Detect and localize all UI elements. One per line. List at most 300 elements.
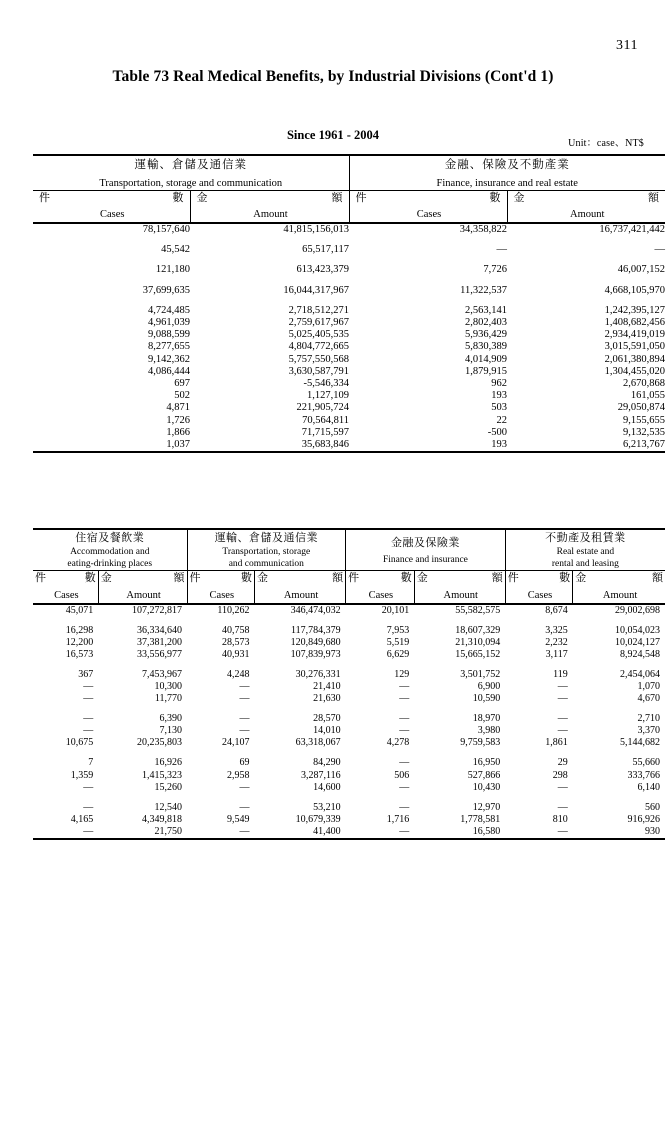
cell-amount: 12,540 <box>154 801 183 813</box>
column-header-cases-2 <box>187 571 254 604</box>
cell-cases: — <box>557 825 568 837</box>
cell-cases: 1,726 <box>166 414 190 426</box>
cell-cases: 9,549 <box>227 813 250 825</box>
cell-cases: 2,958 <box>227 769 250 781</box>
cell-amount: 3,501,752 <box>460 668 501 680</box>
cell-cases: 1,716 <box>386 813 410 825</box>
amount-cn-right: 額 <box>173 571 185 585</box>
cell-cases: — <box>83 825 94 837</box>
table-bottom-rule <box>33 452 665 453</box>
cell-cases: — <box>399 781 410 793</box>
table-spacer-row <box>33 617 665 625</box>
cell-cases: 5,830,389 <box>465 341 507 353</box>
cell-amount: 41,400 <box>313 825 341 837</box>
cases-cn-right: 數 <box>172 190 184 204</box>
cell-amount: 29,002,698 <box>573 604 665 617</box>
group-header-en-line2: and communication <box>228 559 304 570</box>
cell-amount: 10,679,339 <box>295 813 341 825</box>
cell-cases: 78,157,640 <box>33 223 190 236</box>
table-row <box>33 782 665 794</box>
cell-amount: 14,010 <box>313 725 341 737</box>
cell-cases: 1,866 <box>166 426 190 438</box>
cell-amount: 7,130 <box>159 725 183 737</box>
group-header-cn: 金融及保險業 <box>390 535 460 549</box>
cell-cases: 1,861 <box>545 737 568 749</box>
cell-cases: — <box>83 801 94 813</box>
cell-amount: 21,310,094 <box>455 636 501 648</box>
cell-cases: — <box>83 781 94 793</box>
cell-amount: 41,815,156,013 <box>190 223 349 236</box>
table-spacer-row <box>33 297 665 305</box>
cases-en: Cases <box>368 589 394 601</box>
cell-amount: 9,155,655 <box>623 414 665 426</box>
cell-cases: 28,573 <box>222 636 250 648</box>
column-header-amount-4 <box>573 571 665 604</box>
cell-amount: 1,778,581 <box>460 813 501 825</box>
cell-cases: 34,358,822 <box>349 223 507 236</box>
amount-cn-left: 金 <box>100 571 112 585</box>
cell-cases: — <box>557 681 568 692</box>
cell-cases: 193 <box>491 439 507 451</box>
cell-amount: 2,934,419,019 <box>604 329 665 341</box>
table-spacer-row <box>33 705 665 713</box>
table-row <box>33 415 665 427</box>
group-header-cn: 金融、保險及不動產業 <box>444 157 570 171</box>
cell-amount: 107,272,817 <box>98 604 187 617</box>
group-header-en-line2: eating-drinking places <box>67 559 153 570</box>
cell-amount: 560 <box>645 801 660 813</box>
cell-cases: 4,014,909 <box>465 353 507 365</box>
table-row <box>33 757 665 769</box>
cell-amount: 1,304,455,020 <box>604 365 665 377</box>
cell-cases: — <box>557 801 568 813</box>
cell-cases: 110,262 <box>187 604 254 617</box>
cell-amount: 16,926 <box>154 757 183 769</box>
group-header-real-estate <box>505 529 665 571</box>
cases-en: Cases <box>416 208 442 220</box>
group-header-en-line1: Accommodation and <box>70 546 150 557</box>
cell-cases: 7,726 <box>483 264 507 276</box>
benefits-table-upper <box>33 154 665 453</box>
cell-amount: 18,970 <box>472 713 501 725</box>
cell-amount: 6,900 <box>477 681 501 692</box>
column-header-cases-1 <box>33 190 190 223</box>
cell-cases: — <box>239 681 250 692</box>
cell-cases: 506 <box>394 769 410 781</box>
cell-amount: 3,287,116 <box>300 769 341 781</box>
column-header-amount-3 <box>414 571 505 604</box>
cell-cases: 129 <box>394 668 410 680</box>
column-header-amount-1 <box>98 571 187 604</box>
cell-amount: 1,408,682,456 <box>604 317 665 328</box>
cell-amount: 18,607,329 <box>455 624 501 636</box>
cell-amount: -5,546,334 <box>303 378 349 390</box>
table-row <box>33 305 665 317</box>
cell-cases: — <box>239 825 250 837</box>
cell-cases: 40,931 <box>222 648 250 660</box>
cases-cn-right: 數 <box>241 571 253 585</box>
table-row <box>33 402 665 414</box>
cell-amount: 6,140 <box>637 781 660 793</box>
cell-amount: 107,839,973 <box>290 648 341 660</box>
cell-amount: 53,210 <box>313 801 341 813</box>
cases-cn-left: 件 <box>507 571 519 585</box>
amount-cn-left: 金 <box>575 571 587 585</box>
cell-cases: 502 <box>174 390 190 402</box>
cell-amount: 4,668,105,970 <box>604 284 665 296</box>
cell-cases: 4,086,444 <box>148 365 190 377</box>
column-header-amount-2 <box>255 571 346 604</box>
cell-amount: 5,025,405,535 <box>288 329 349 341</box>
cases-en: Cases <box>54 589 79 601</box>
cell-cases: 4,165 <box>70 813 94 825</box>
cell-cases: 12,200 <box>65 636 94 648</box>
cell-cases: — <box>557 693 568 705</box>
group-header-cn: 運輸、倉儲及通信業 <box>214 531 319 544</box>
cell-cases: 16,573 <box>65 648 94 660</box>
cell-amount: 2,061,380,894 <box>604 353 665 365</box>
group-header-finance-insurance <box>346 529 506 571</box>
cell-cases: — <box>239 713 250 725</box>
table-row <box>33 329 665 341</box>
cell-amount: 2,454,064 <box>620 668 660 680</box>
cell-amount: 1,242,395,127 <box>604 304 665 316</box>
unit-label: Unit：case、NT$ <box>568 138 644 149</box>
table-row <box>33 244 665 256</box>
cases-cn-left: 件 <box>189 571 201 585</box>
cell-cases: — <box>239 801 250 813</box>
cell-amount: 161,055 <box>630 390 665 402</box>
cell-cases: 2,563,141 <box>465 304 507 316</box>
cell-cases: 10,675 <box>65 737 94 749</box>
cell-cases: — <box>399 725 410 737</box>
cell-amount: 120,849,680 <box>290 636 341 648</box>
cell-amount: 346,474,032 <box>255 604 346 617</box>
cell-amount: 16,580 <box>472 825 501 837</box>
cell-cases: 962 <box>491 378 507 390</box>
cell-amount: 1,127,109 <box>307 390 349 402</box>
column-header-cases-2 <box>349 190 507 223</box>
cell-cases: 37,699,635 <box>142 284 190 296</box>
cell-cases: 8,277,655 <box>148 341 190 353</box>
cell-amount: 46,007,152 <box>617 264 665 276</box>
cell-cases: — <box>557 781 568 793</box>
column-header-amount-2 <box>507 190 665 223</box>
cell-amount: 84,290 <box>313 757 341 769</box>
cell-cases: — <box>83 693 94 705</box>
group-header-finance <box>349 155 665 190</box>
group-header-en: Finance, insurance and real estate <box>436 177 578 189</box>
group-header-cn: 住宿及餐飲業 <box>75 531 145 544</box>
cell-cases: 697 <box>174 378 190 390</box>
table-sub-header-row <box>33 190 665 223</box>
amount-cn-right: 額 <box>652 571 663 585</box>
cell-cases: 20,101 <box>346 604 415 617</box>
cell-amount: 16,737,421,442 <box>507 223 665 236</box>
table-body-lower <box>33 604 665 841</box>
cell-amount: 16,950 <box>472 757 501 769</box>
cell-amount: 16,044,317,967 <box>283 284 349 296</box>
period-label: Since 1961 - 2004 <box>286 128 379 142</box>
cell-cases: — <box>557 725 568 737</box>
table-row <box>33 317 665 329</box>
cell-cases: 2,802,403 <box>465 317 507 328</box>
group-header-cn: 不動產及租賃業 <box>545 531 626 544</box>
cell-cases: 503 <box>491 402 507 414</box>
cell-cases: 2,232 <box>545 636 568 648</box>
table-group-header-row <box>33 529 665 571</box>
cell-cases: -500 <box>487 426 507 438</box>
benefits-table-lower <box>33 528 665 840</box>
table-sub-header-row <box>33 571 665 604</box>
cell-cases: — <box>83 681 94 692</box>
cases-cn-left: 件 <box>348 571 360 585</box>
cell-amount: 613,423,379 <box>296 264 349 276</box>
column-header-cases-1 <box>33 571 98 604</box>
cell-cases: — <box>239 725 250 737</box>
cell-amount: 12,970 <box>472 801 501 813</box>
table-spacer-row <box>33 661 665 669</box>
amount-en: Amount <box>443 589 478 601</box>
cell-amount: 35,683,846 <box>301 439 349 451</box>
table-row <box>33 366 665 378</box>
table-bottom-rule <box>33 839 665 840</box>
cell-cases: 69 <box>239 757 250 769</box>
cell-amount: 4,804,772,665 <box>288 341 349 353</box>
amount-cn-left: 金 <box>196 190 208 204</box>
cell-amount: 117,784,379 <box>290 624 341 636</box>
cell-amount: 527,866 <box>467 769 501 781</box>
amount-cn-left: 金 <box>416 571 428 585</box>
cell-amount: 15,260 <box>154 781 183 793</box>
cell-amount: 2,710 <box>637 713 660 725</box>
cell-cases: 4,278 <box>386 737 410 749</box>
cell-amount: 333,766 <box>627 769 660 781</box>
column-header-amount-1 <box>190 190 349 223</box>
table-row <box>33 770 665 782</box>
table-row <box>33 625 665 637</box>
cell-cases: 810 <box>552 813 568 825</box>
group-header-transportation <box>33 155 349 190</box>
table-row <box>33 637 665 649</box>
cell-cases: 8,674 <box>505 604 572 617</box>
cell-amount: 3,015,591,050 <box>604 341 665 353</box>
cell-amount: 15,665,152 <box>455 648 501 660</box>
cell-amount: 10,590 <box>472 693 501 705</box>
table-row <box>33 378 665 390</box>
cell-amount: 3,980 <box>477 725 501 737</box>
cell-cases: 7 <box>88 757 94 769</box>
table-row <box>33 341 665 353</box>
table-row <box>33 814 665 826</box>
table-group-header-row <box>33 155 665 190</box>
table-row <box>33 264 665 276</box>
cell-amount: 65,517,117 <box>302 244 349 256</box>
cell-cases: — <box>399 681 410 692</box>
cell-cases: 298 <box>552 769 568 781</box>
amount-cn-left: 金 <box>257 571 269 585</box>
cell-cases: 45,542 <box>161 244 190 256</box>
amount-en: Amount <box>253 208 288 220</box>
cell-cases: 22 <box>496 414 507 426</box>
table-row <box>33 223 665 236</box>
cases-cn-right: 數 <box>559 571 571 585</box>
cell-cases: 40,758 <box>222 624 250 636</box>
cell-cases: — <box>399 713 410 725</box>
cell-amount: 4,349,818 <box>142 813 183 825</box>
table-spacer-row <box>33 749 665 757</box>
cell-cases: — <box>399 693 410 705</box>
amount-cn-right: 額 <box>491 571 503 585</box>
cell-amount: 2,718,512,271 <box>288 304 349 316</box>
cell-cases: 16,298 <box>65 624 94 636</box>
cell-amount: 9,132,535 <box>623 426 665 438</box>
table-spacer-row <box>33 236 665 244</box>
cell-cases: 5,936,429 <box>465 329 507 341</box>
table-row <box>33 737 665 749</box>
table-row <box>33 604 665 617</box>
cases-cn-left: 件 <box>35 571 46 585</box>
cell-cases: — <box>83 725 94 737</box>
cell-cases: 6,629 <box>386 648 410 660</box>
cell-cases: — <box>557 713 568 725</box>
group-header-en-line1: Real estate and <box>556 546 615 557</box>
cases-cn-right: 數 <box>84 571 96 585</box>
amount-en: Amount <box>570 208 605 220</box>
cell-amount: 70,564,811 <box>302 414 349 426</box>
table-row <box>33 713 665 725</box>
cell-cases: 4,248 <box>227 668 250 680</box>
page-number: 311 <box>616 38 638 53</box>
cell-amount: 10,024,127 <box>615 636 660 648</box>
cell-amount: 36,334,640 <box>137 624 183 636</box>
table-row <box>33 669 665 681</box>
group-header-accommodation <box>33 529 187 571</box>
cell-amount: 71,715,597 <box>301 426 349 438</box>
cell-amount: 1,070 <box>637 681 660 692</box>
cell-cases: 4,871 <box>166 402 190 414</box>
table-row <box>33 390 665 402</box>
cell-cases: — <box>399 757 410 769</box>
table-row <box>33 693 665 705</box>
cases-cn-left: 件 <box>355 190 367 204</box>
cell-cases: 193 <box>491 390 507 402</box>
amount-en: Amount <box>126 589 161 601</box>
cell-amount: 30,276,331 <box>295 668 341 680</box>
cell-cases: 45,071 <box>33 604 98 617</box>
cell-amount: 221,905,724 <box>296 402 349 414</box>
cell-cases: 4,724,485 <box>148 304 190 316</box>
cell-amount: 6,390 <box>159 713 183 725</box>
cell-amount: 6,213,767 <box>623 439 665 451</box>
cell-cases: 367 <box>78 668 94 680</box>
cell-amount: 21,750 <box>154 825 183 837</box>
cell-amount: 916,926 <box>627 813 660 825</box>
cell-cases: 9,088,599 <box>148 329 190 341</box>
cell-amount: 20,235,803 <box>137 737 183 749</box>
table-spacer-row <box>33 256 665 264</box>
cell-amount: 11,770 <box>154 693 183 705</box>
column-header-cases-4 <box>505 571 572 604</box>
amount-cn-right: 額 <box>648 190 659 204</box>
cell-amount: 4,670 <box>637 693 660 705</box>
cell-amount: 5,144,682 <box>620 737 660 749</box>
cell-cases: 4,961,039 <box>148 317 190 328</box>
cell-amount: 28,570 <box>313 713 341 725</box>
table-row <box>33 725 665 737</box>
cell-cases: — <box>239 781 250 793</box>
page-title: Table 73 Real Medical Benefits, by Industrial Divisions (Cont'd 1) <box>112 68 554 85</box>
table-row <box>33 649 665 661</box>
cell-amount: 21,410 <box>313 681 341 692</box>
amount-cn-right: 額 <box>331 190 343 204</box>
cell-cases: 3,325 <box>545 624 568 636</box>
cell-amount: 7,453,967 <box>142 668 183 680</box>
amount-en: Amount <box>283 589 319 601</box>
table-row <box>33 681 665 693</box>
cell-amount: 33,556,977 <box>137 648 183 660</box>
cell-amount: 37,381,200 <box>137 636 183 648</box>
group-header-en-line2: rental and leasing <box>551 559 619 570</box>
cases-cn-left: 件 <box>39 190 50 204</box>
table-row <box>33 826 665 839</box>
cell-cases: 29 <box>557 757 568 769</box>
cell-cases: 1,037 <box>166 439 190 451</box>
amount-cn-right: 額 <box>332 571 344 585</box>
group-header-en-line1: Finance and insurance <box>382 554 468 565</box>
group-header-en: Transportation, storage and communication <box>99 177 283 189</box>
cell-cases: 1,879,915 <box>465 365 507 377</box>
cell-amount: 55,582,575 <box>414 604 505 617</box>
group-header-en-line1: Transportation, storage <box>222 546 311 557</box>
cell-cases: 119 <box>553 668 568 680</box>
cell-amount: 1,415,323 <box>142 769 183 781</box>
cell-cases: 7,953 <box>386 624 410 636</box>
cell-cases: 24,107 <box>222 737 250 749</box>
cell-amount: 63,318,067 <box>295 737 341 749</box>
cell-amount: 3,630,587,791 <box>288 365 349 377</box>
cell-amount: 10,054,023 <box>615 624 660 636</box>
cell-amount: 29,050,874 <box>617 402 665 414</box>
cell-amount: 10,300 <box>154 681 183 692</box>
cell-amount: 2,759,617,967 <box>288 317 349 328</box>
cases-cn-right: 數 <box>400 571 412 585</box>
cell-amount: 10,430 <box>472 781 501 793</box>
cell-amount: 5,757,550,568 <box>288 353 349 365</box>
cases-en: Cases <box>100 208 125 220</box>
cases-en: Cases <box>527 589 553 601</box>
column-header-cases-3 <box>346 571 415 604</box>
group-header-cn: 運輸、倉儲及通信業 <box>134 157 247 171</box>
cell-amount: 55,660 <box>632 757 660 769</box>
cell-amount: 8,924,548 <box>620 648 660 660</box>
cell-cases: 1,359 <box>70 769 94 781</box>
cell-cases: — <box>399 801 410 813</box>
cell-cases: 11,322,537 <box>460 284 507 296</box>
group-header-transportation <box>187 529 346 571</box>
amount-cn-left: 金 <box>513 190 525 204</box>
cell-cases: — <box>496 244 507 256</box>
cell-amount: 21,630 <box>313 693 341 705</box>
table-row <box>33 427 665 439</box>
cell-cases: 3,117 <box>545 648 568 660</box>
cases-en: Cases <box>209 589 235 601</box>
cell-amount: — <box>654 244 665 256</box>
table-body-upper <box>33 223 665 453</box>
table-row <box>33 285 665 297</box>
cell-cases: — <box>239 693 250 705</box>
cases-cn-right: 數 <box>489 190 501 204</box>
